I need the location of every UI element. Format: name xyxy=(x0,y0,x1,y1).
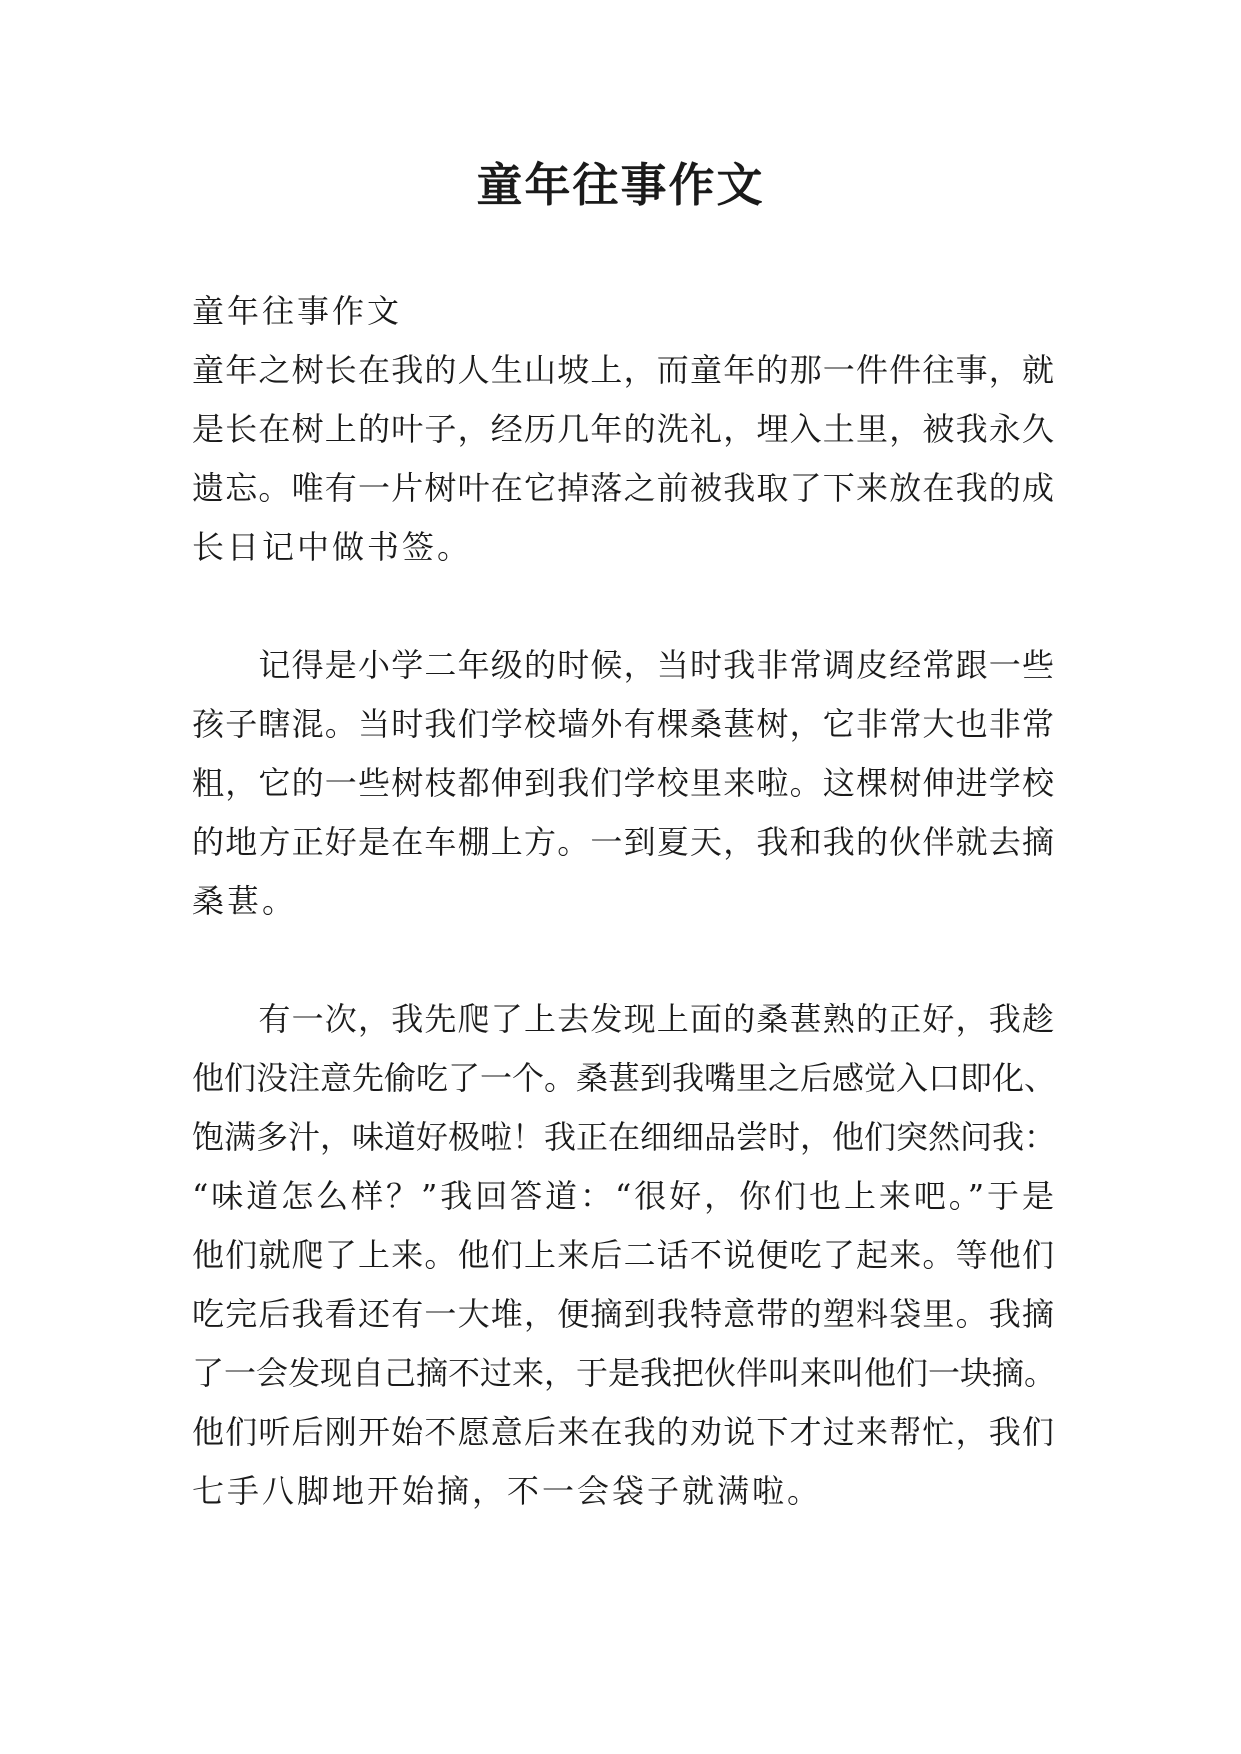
paragraph-3-line-6: 吃完后我看还有一大堆，便摘到我特意带的塑料袋里。我摘 xyxy=(192,1295,1054,1333)
paragraph-3-line-5: 他们就爬了上来。他们上来后二话不说便吃了起来。等他们 xyxy=(192,1236,1054,1274)
paragraph-3-line-4: “味道怎么样？”我回答道：“很好，你们也上来吧。”于是 xyxy=(192,1177,1054,1215)
paragraph-1-line-2: 是长在树上的叶子，经历几年的洗礼，埋入土里，被我永久 xyxy=(192,410,1054,448)
paragraph-3-line-3: 饱满多汁，味道好极啦！我正在细细品尝时，他们突然问我： xyxy=(192,1118,1057,1156)
paragraph-2-line-5: 桑葚。 xyxy=(192,882,298,920)
paragraph-2-line-1: 记得是小学二年级的时候，当时我非常调皮经常跟一些 xyxy=(192,646,1054,684)
paragraph-3-line-9: 七手八脚地开始摘，不一会袋子就满啦。 xyxy=(192,1472,823,1510)
document-body xyxy=(192,282,1057,1521)
document-subtitle: 童年往事作文 xyxy=(192,292,403,330)
paragraph-2-line-2: 孩子瞎混。当时我们学校墙外有棵桑葚树，它非常大也非常 xyxy=(192,705,1054,743)
paragraph-1-line-4: 长日记中做书签。 xyxy=(192,528,473,566)
paragraph-3-line-1: 有一次，我先爬了上去发现上面的桑葚熟的正好，我趁 xyxy=(192,1000,1054,1038)
paragraph-3-line-2: 他们没注意先偷吃了一个。桑葚到我嘴里之后感觉入口即化、 xyxy=(192,1059,1057,1097)
paragraph-3-line-8: 他们听后刚开始不愿意后来在我的劝说下才过来帮忙，我们 xyxy=(192,1413,1054,1451)
paragraph-1-line-3: 遗忘。唯有一片树叶在它掉落之前被我取了下来放在我的成 xyxy=(192,469,1054,507)
paragraph-gap xyxy=(192,931,1054,990)
paragraph-gap xyxy=(192,577,1054,636)
paragraph-2-line-3: 粗，它的一些树枝都伸到我们学校里来啦。这棵树伸进学校 xyxy=(192,764,1054,802)
paragraph-3-line-7: 了一会发现自己摘不过来，于是我把伙伴叫来叫他们一块摘。 xyxy=(192,1354,1057,1392)
paragraph-2-line-4: 的地方正好是在车棚上方。一到夏天，我和我的伙伴就去摘 xyxy=(192,823,1054,861)
document-title: 童年往事作文 xyxy=(476,158,765,212)
paragraph-1-line-1: 童年之树长在我的人生山坡上，而童年的那一件件往事，就 xyxy=(192,351,1054,389)
